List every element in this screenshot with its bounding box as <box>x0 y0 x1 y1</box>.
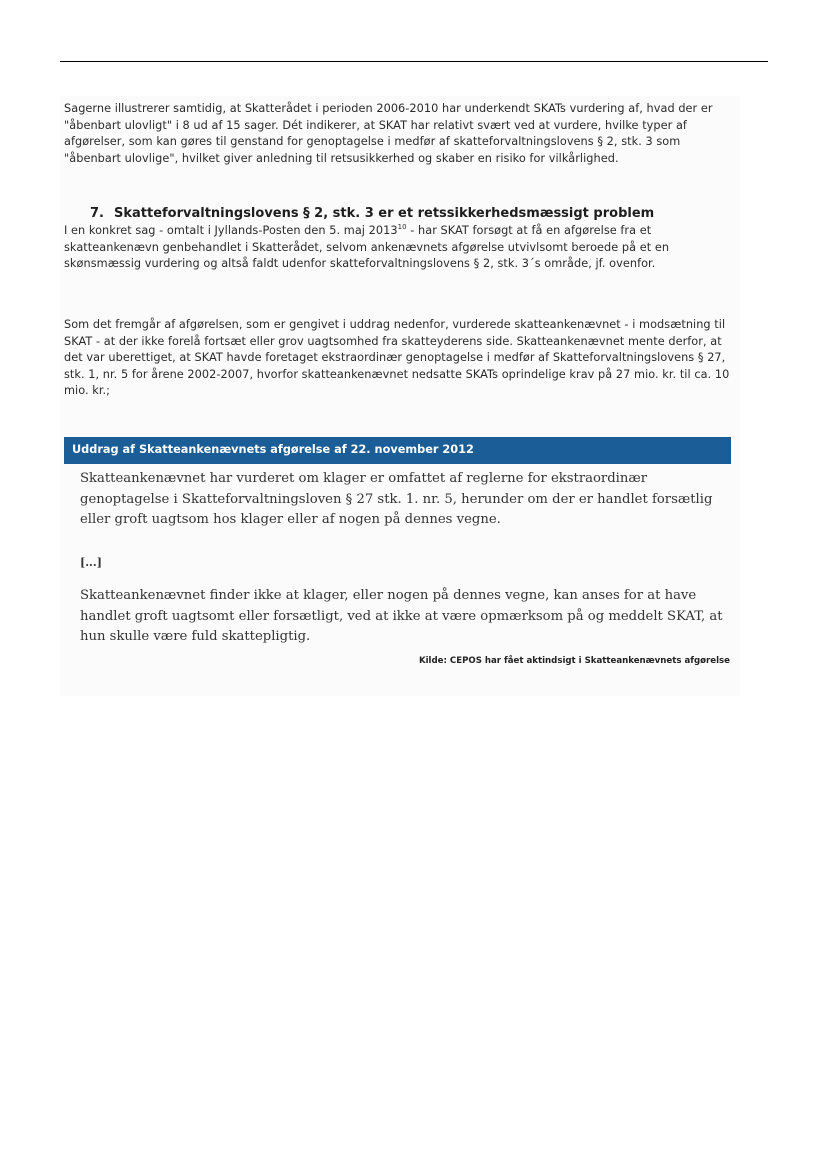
section-number: 7. <box>90 206 104 221</box>
excerpt-source: Kilde: CEPOS har fået aktindsigt i Skatteankenævnets afgørelse <box>418 656 730 666</box>
paragraph-case-text-b: - har SKAT forsøgt at få en afgørelse fra et skatteankenævn genbehandlet i Skatterådet, selvom ankenævnets afgørelse utvivlsomt beroede på et en skønsmæssig vurdering og altså faldt udenfor skatteforvaltningslovens § 2, stk. 3´s område, jf. ovenfor. <box>64 224 670 270</box>
excerpt-quote-1: Skatteankenævnet har vurderet om klager er omfattet af reglerne for ekstraordinær genoptagelse i Skatteforvaltningsloven § 27 stk. 1. nr. 5, herunder om der er handlet forsætlig eller groft uagtsom hos klager eller af nogen på dennes vegne. <box>80 471 713 527</box>
excerpt-title: Uddrag af Skatteankenævnets afgørelse af 22. november 2012 <box>72 443 474 456</box>
paragraph-case-text-a: I en konkret sag - omtalt i Jyllands-Posten den 5. maj 2013 <box>64 224 398 237</box>
paragraph-decision: Som det fremgår af afgørelsen, som er gengivet i uddrag nedenfor, vurderede skatteankenævnet - i modsætning til SKAT - at der ikke forelå fortsæt eller grov uagtsomhed fra skatteyderens side. Skatteankenævnet mente derfor, at det var uberettiget, at SKAT havde foretaget ekstraordinær genoptagelse i medfør af Skatteforvaltningslovens § 27, stk. 1, nr. 5 for årene 2002-2007, hvorfor skatteankenævnet nedsatte SKATs oprindelige krav på 27 mio. kr. til ca. 10 mio. kr.; <box>64 318 730 397</box>
paragraph-intro: Sagerne illustrerer samtidig, at Skatterådet i perioden 2006-2010 har underkendt SKATs vurdering af, hvad der er "åbenbart ulovligt" i 8 ud af 15 sager. Dét indikerer, at SKAT har relativt svært ved at vurdere, hvilke typer af afgørelser, som kan gøres til genstand for genoptagelse i medfør af skatteforvaltningslovens § 2, stk. 3 som "åbenbart ulovlige", hvilket giver anledning til retsusikkerhed og skaber en risiko for vilkårlighed. <box>64 102 713 165</box>
excerpt-ellipsis: [...] <box>80 556 102 569</box>
footnote-ref[interactable]: 10 <box>397 223 407 232</box>
header-rule <box>60 61 768 62</box>
paragraph-case <box>64 223 736 273</box>
excerpt-title-bar <box>64 437 731 464</box>
section-title: Skatteforvaltningslovens § 2, stk. 3 er et retssikkerhedsmæssigt problem <box>113 206 655 221</box>
section-heading <box>90 206 654 221</box>
excerpt-quote-2: Skatteankenævnet finder ikke at klager, eller nogen på dennes vegne, kan anses for at have handlet groft uagtsomt eller forsætligt, ved at ikke at være opmærksom på og meddelt SKAT, at hun skulle være fuld skattepligtig. <box>80 588 723 644</box>
